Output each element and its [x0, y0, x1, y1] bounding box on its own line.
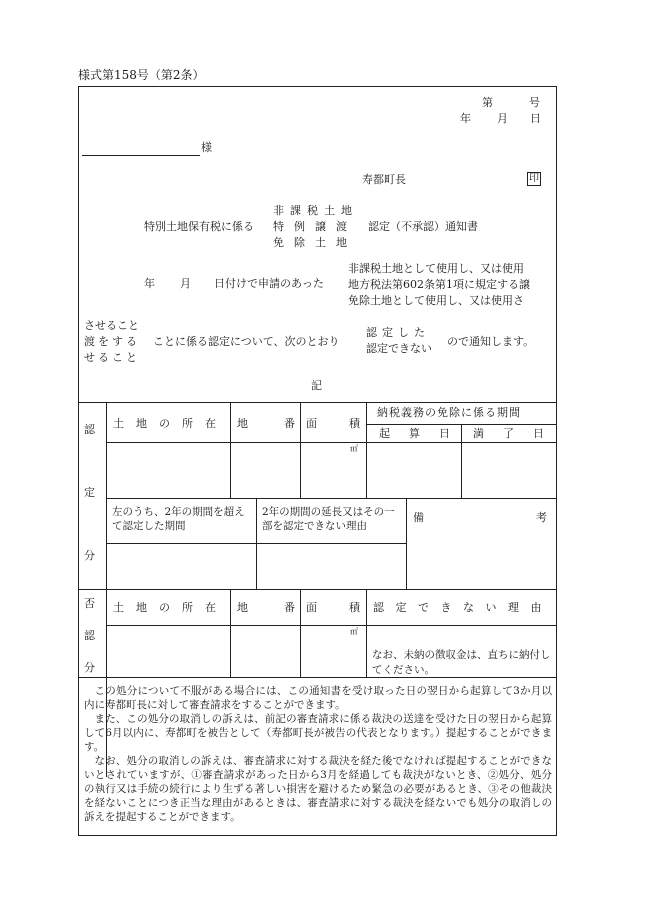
- denied-header-location: 土地の所在: [113, 601, 228, 614]
- document-number-label: 第: [482, 96, 493, 109]
- row-line: [106, 543, 406, 544]
- closing-text: ので通知します。: [447, 335, 535, 348]
- col-line: [406, 498, 407, 589]
- seal-mark: 印: [529, 173, 539, 184]
- extension-denied-label: 2年の期間の延長又はその一部を認定できない理由: [262, 506, 395, 532]
- row-line: [106, 498, 557, 499]
- approved-side-char: 認: [84, 423, 95, 436]
- denied-header-reason: 認定できない理由: [373, 601, 553, 614]
- issuer-name: 寿都町長: [362, 173, 406, 186]
- document-number-suffix: 号: [529, 96, 540, 109]
- denied-side-label: [84, 597, 95, 675]
- form-number: 様式第158号（第2条）: [78, 68, 205, 82]
- addressee-line: [82, 155, 200, 156]
- denied-side-char: 否: [84, 597, 95, 610]
- remarks-label: 備考: [413, 511, 659, 524]
- approved-side-label: [84, 423, 95, 563]
- title-option-exempt: 免除土地: [273, 236, 357, 249]
- denied-area-unit: ㎡: [350, 627, 358, 636]
- connector-text: ことに係る認定について、次のとおり: [153, 335, 340, 348]
- notice-top-line: [78, 677, 557, 678]
- reason-option: 非課税土地として使用し、又は使用: [348, 262, 524, 275]
- approved-side-char: 分: [84, 549, 95, 562]
- application-month: 月: [180, 277, 191, 290]
- reason-continuation: せること: [84, 351, 140, 364]
- denied-payment-note: なお、未納の徴収金は、直ちに納付してください。: [372, 649, 551, 676]
- title-option-specialTransfer: 特例譲渡: [273, 220, 357, 233]
- denied-header-area: 面積: [306, 601, 392, 614]
- reason-continuation: 渡をする: [84, 335, 140, 348]
- row-line: [366, 424, 557, 425]
- addressee-suffix: 様: [201, 141, 212, 154]
- date-month: 月: [497, 112, 508, 125]
- title-suffix: 認定（不承認）通知書: [368, 220, 478, 233]
- section-top-line: [78, 589, 557, 590]
- notice-paragraph: この処分について不服がある場合には、この通知書を受け取った日の翌日から起算して3か月以内に寿都町長に対して審査請求をすることができます。: [84, 685, 552, 711]
- notice-paragraph: また、この処分の取消しの訴えは、前記の審査請求に係る裁決の送達を受けた日の翌日から起算して6月以内に、寿都町を被告として（寿都町長が被告の代表となります。）提起することができます。: [84, 713, 552, 753]
- approved-area-unit: ㎡: [350, 444, 358, 453]
- denied-side-char: 認: [84, 629, 95, 642]
- row-line: [106, 625, 557, 626]
- reason-option: 地方税法第602条第1項に規定する譲: [348, 278, 530, 291]
- approved-header-start: 起算日: [379, 427, 469, 440]
- approved-header-lot: 地番: [237, 417, 331, 430]
- date-day: 日: [530, 112, 541, 125]
- denied-header-lot: 地番: [237, 601, 331, 614]
- ki-heading: 記: [311, 379, 322, 392]
- col-line: [230, 589, 231, 677]
- decision-approved: 認定した: [366, 326, 430, 339]
- approved-header-end: 満了日: [473, 427, 563, 440]
- decision-denied: 認定できない: [366, 342, 432, 355]
- reason-option: 免除土地として使用し、又は使用さ: [348, 294, 524, 307]
- title-prefix: 特別土地保有税に係る: [144, 220, 254, 233]
- reason-continuation: させること: [84, 319, 139, 332]
- date-year: 年: [460, 112, 471, 125]
- title-option-nonTaxable: 非課税土地: [273, 204, 358, 217]
- row-line: [106, 442, 557, 443]
- appeal-notice: [84, 684, 552, 824]
- approved-side-char: 定: [84, 486, 95, 499]
- approved-header-location: 土地の所在: [113, 417, 228, 430]
- col-line: [230, 402, 231, 498]
- notice-paragraph: なお、処分の取消しの訴えは、審査請求に対する裁決を経た後でなければ提起することができないとされていますが、①審査請求があった日から3月を経過しても裁決がないとき、②処分、処分の執行又は手続の続行により生ずる著しい損害を避けるため緊急の必要があるとき、③その他裁決を経ないことにつき正当な理由があるときは、審査請求に対する裁決を経ないでも処分の取消しの訴えを提起することができます。: [84, 755, 552, 823]
- application-date-tail: 日付けで申請のあった: [214, 277, 324, 290]
- denied-side-char: 分: [84, 661, 95, 674]
- section-top-line: [78, 402, 557, 403]
- approved-header-area: 面積: [306, 417, 392, 430]
- approved-header-exemption: 納税義務の免除に係る期間: [377, 406, 521, 419]
- approved-period-label: 左のうち、2年の期間を超えて認定した期間: [112, 506, 245, 532]
- application-year: 年: [144, 277, 155, 290]
